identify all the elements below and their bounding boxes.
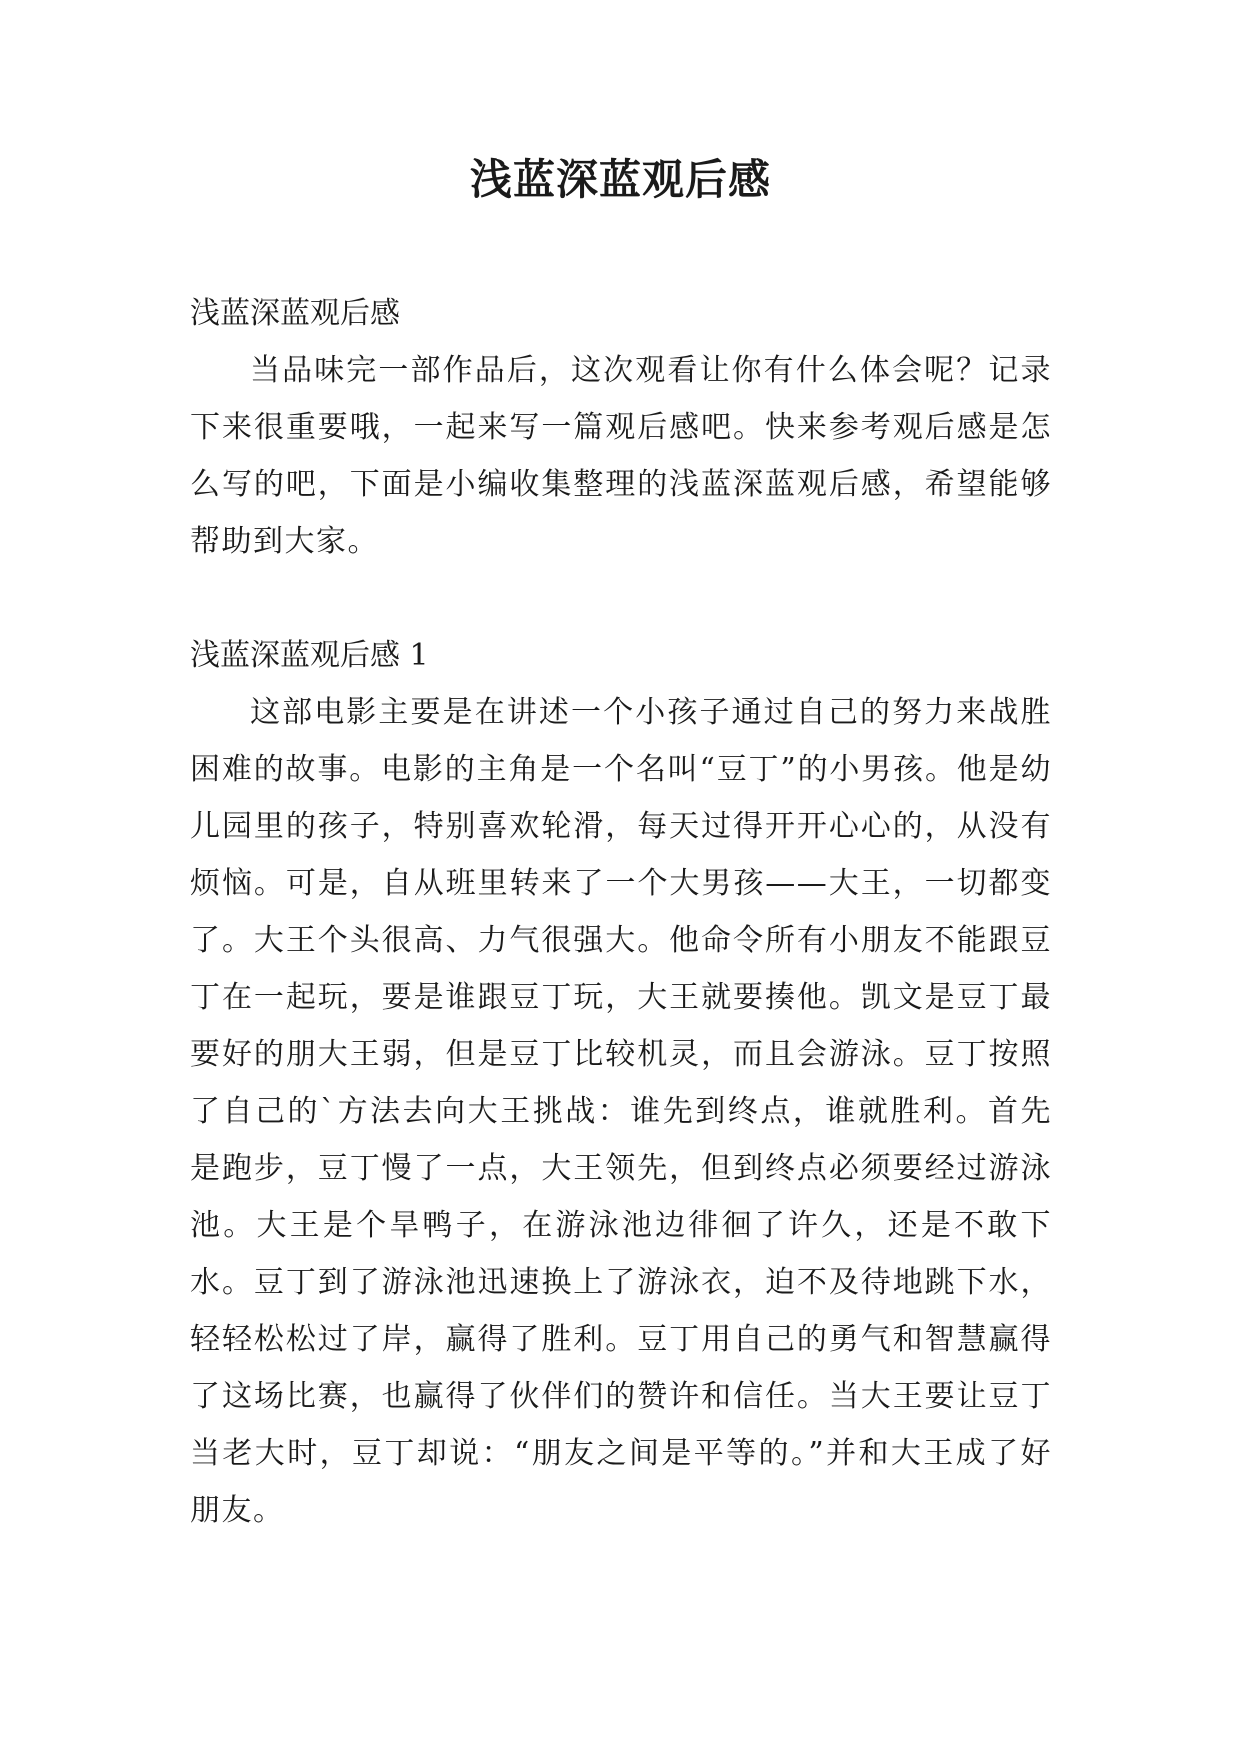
review-paragraph-1: 这部电影主要是在讲述一个小孩子通过自己的努力来战胜困难的故事。电影的主角是一个名叫“豆丁”的小男孩。他是幼儿园里的孩子，特别喜欢轮滑，每天过得开开心心的，从没有烦恼。可是，自从班里转来了一个大男孩——大王，一切都变了。大王个头很高、力气很强大。他命令所有小朋友不能跟豆丁在一起玩，要是谁跟豆丁玩，大王就要揍他。凯文是豆丁最要好的朋大王弱，但是豆丁比较机灵，而且会游泳。豆丁按照了自己的`方法去向大王挑战：谁先到终点，谁就胜利。首先是跑步，豆丁慢了一点，大王领先，但到终点必须要经过游泳池。大王是个旱鸭子，在游泳池边徘徊了许久，还是不敢下水。豆丁到了游泳池迅速换上了游泳衣，迫不及待地跳下水，轻轻松松过了岸，赢得了胜利。豆丁用自己的勇气和智慧赢得了这场比赛，也赢得了伙伴们的赞许和信任。当大王要让豆丁当老大时，豆丁却说：“朋友之间是平等的。”并和大王成了好朋友。 [190,695,1052,1528]
section-heading: 浅蓝深蓝观后感 [190,296,400,331]
section-heading-1: 浅蓝深蓝观后感 1 [190,638,429,673]
intro-paragraph: 当品味完一部作品后，这次观看让你有什么体会呢？记录下来很重要哦，一起来写一篇观后感吧。快来参考观后感是怎么写的吧，下面是小编收集整理的浅蓝深蓝观后感，希望能够帮助到大家。 [190,353,1052,559]
document-body [190,285,1052,1539]
document-title: 浅蓝深蓝观后感 [469,155,771,204]
section-spacer [190,570,1052,627]
